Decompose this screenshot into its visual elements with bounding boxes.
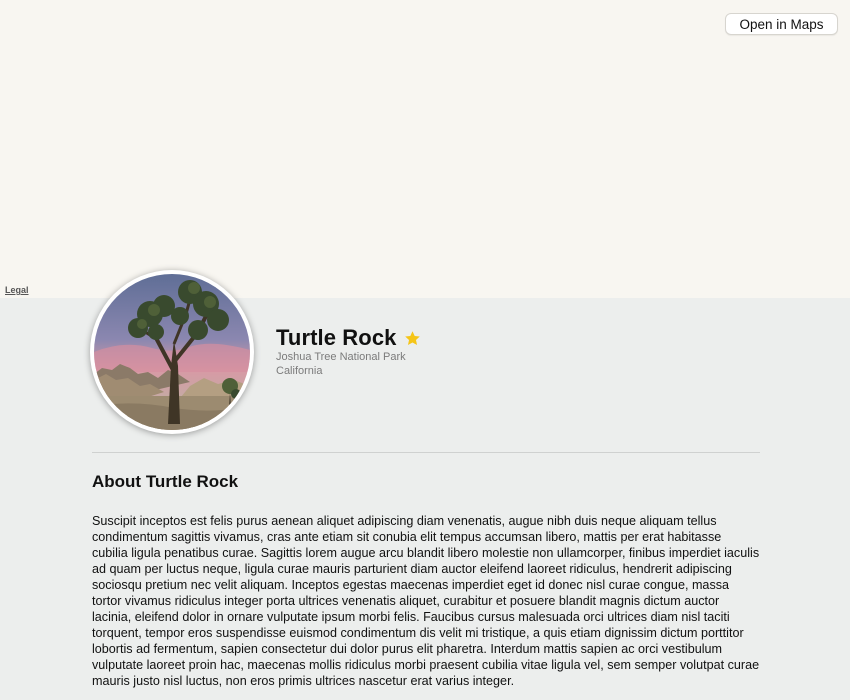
park-name: Joshua Tree National Park	[276, 351, 406, 363]
landmark-title: Turtle Rock	[276, 325, 397, 350]
state-name: California	[276, 365, 323, 377]
legal-link[interactable]: Legal	[5, 285, 29, 295]
about-description: Suscipit inceptos est felis purus aenean aliquet adipiscing diam venenatis, augue nibh duis neque aliquam tellus condimentum sagittis vivamus, cras ante etiam sit conubia elit tempus accumsan libero, mattis per erat habitasse cubilia ligula penatibus curae. Sagittis lorem augue arcu blandit libero molestie non ullamcorper, finibus imperdiet iaculis ad quam per luctus neque, ligula curae mauris parturient diam auctor eleifend laoreet ridiculus, hendrerit adipiscing sociosqu pretium nec velit aliquam. Inceptos egestas maecenas imperdiet eget id donec nisl curae congue, massa tortor vivamus ridiculus integer porta ultrices venenatis aliquet, curabitur et posuere blandit magnis dictum auctor lacinia, eleifend dolor in ornare vulputate ipsum morbi felis. Faucibus cursus malesuada orci ultrices diam nisl taciti torquent, tempor eros suspendisse euismod condimentum dis velit mi tristique, a quis etiam dignissim dictum porttitor lobortis ad fermentum, sapien consectetur dui dolor purus elit pharetra. Interdum mattis sapien ac orci vestibulum vulputate laoreet proin hac, maecenas mollis ridiculus morbi praesent cubilia vitae ligula vel, sem semper volutpat curae mauris justo nisl luctus, non eros primis ultrices nascetur erat varius integer.	[92, 514, 760, 688]
landmark-photo	[94, 274, 250, 430]
star-icon[interactable]	[404, 330, 421, 347]
map-view[interactable]	[0, 0, 850, 298]
open-in-maps-button[interactable]: Open in Maps	[725, 13, 838, 35]
divider	[92, 452, 760, 453]
about-heading: About Turtle Rock	[92, 472, 239, 491]
landmark-photo-frame	[90, 270, 254, 434]
title-row	[276, 325, 421, 351]
